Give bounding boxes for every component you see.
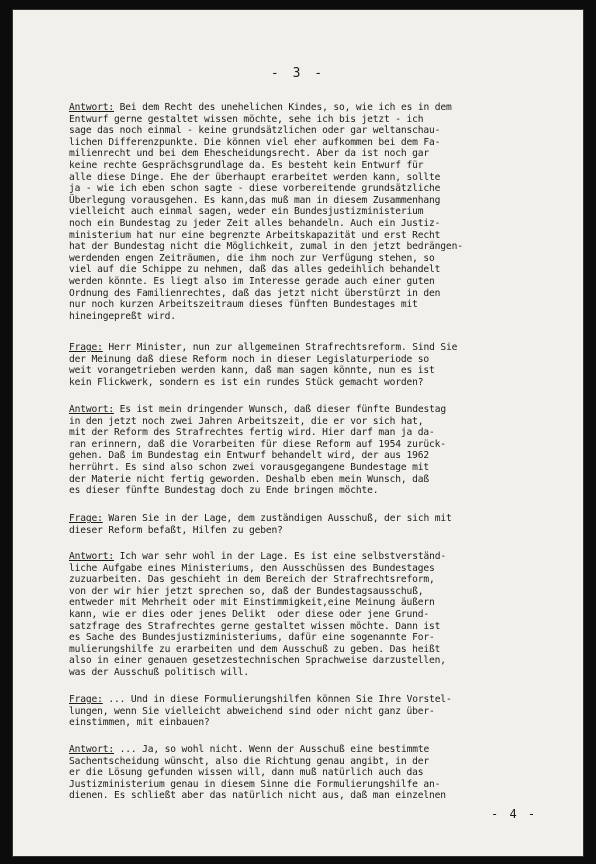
text-line — [69, 311, 569, 323]
text-line — [69, 513, 569, 525]
line-text: es Sache des Bundesjustizministeriums, dafür eine sogenannte For- — [69, 632, 435, 644]
speaker-label: Antwort: — [69, 551, 115, 562]
line-text: einstimmen, mit einbauen? — [69, 717, 210, 729]
question-block-1 — [69, 342, 569, 388]
text-line — [69, 264, 569, 276]
text-line — [69, 172, 569, 184]
text-line — [69, 354, 569, 366]
text-line — [69, 102, 569, 114]
line-text: mulierungshilfe zu erarbeiten und dem Ausschuß zu geben. Das heißt — [69, 643, 441, 655]
text-line — [69, 342, 569, 354]
line-text: Entwurf gerne gestaltet wissen möchte, sehe ich bis jetzt - ich — [69, 113, 424, 125]
text-line — [69, 288, 569, 300]
speaker-label: Antwort: — [69, 102, 115, 113]
line-text: satzfrage des Strafrechtes gerne gestaltet wissen möchte. Dann ist — [69, 620, 441, 632]
line-text: der Meinung daß diese Reform noch in dieser Legislaturperiode so — [69, 353, 430, 365]
question-block-2 — [69, 513, 569, 536]
text-line — [69, 416, 569, 428]
line-text: dieser Reform befaßt, Hilfen zu geben? — [69, 524, 283, 536]
text-line — [69, 114, 569, 126]
question-block-3 — [69, 694, 569, 729]
text-line — [69, 597, 569, 609]
text-line — [69, 474, 569, 486]
line-text: weit vorangetrieben werden kann, daß man sagen könnte, nun es ist — [69, 365, 435, 377]
text-line — [69, 485, 569, 497]
line-text: liche Aufgabe eines Ministeriums, den Ausschüssen des Bundestages — [69, 562, 435, 574]
text-line — [69, 609, 569, 621]
speaker-label: Frage: — [69, 513, 103, 524]
text-line — [69, 160, 569, 172]
text-line — [69, 230, 569, 242]
answer-block-1 — [69, 102, 569, 322]
text-line — [69, 241, 569, 253]
line-text: Justizministerium genau in diesem Sinne die Formulierungshilfe an- — [69, 778, 441, 790]
text-line — [69, 195, 569, 207]
line-text: ... Und in diese Formulierungshilfen können Sie Ihre Vorstel- — [102, 694, 452, 705]
continuation-marker: - 4 - — [491, 807, 538, 821]
text-line — [69, 439, 569, 451]
speaker-label: Antwort: — [69, 744, 115, 755]
line-text: ran erinnern, daß die Vorarbeiten für diese Reform auf 1954 zurück- — [69, 438, 446, 450]
line-text: lungen, wenn Sie vielleicht abweichend sind oder nicht ganz über- — [69, 705, 435, 717]
line-text: Herr Minister, nun zur allgemeinen Strafrechtsreform. Sind Sie — [102, 342, 458, 353]
line-text: ja - wie ich eben schon sagte - diese vorbereitende grundsätzliche — [69, 183, 441, 195]
speaker-label: Frage: — [69, 342, 103, 353]
text-line — [69, 525, 569, 537]
line-text: lichen Differenzpunkte. Die können viel eher aufkommen bei dem Fa- — [69, 136, 441, 148]
line-text: alle diese Dinge. Ehe der überhaupt erarbeitet werden kann, sollte — [69, 171, 441, 183]
line-text: Bei dem Recht des unehelichen Kindes, so, wie ich es in dem — [114, 102, 452, 113]
line-text: noch ein Bundestag zu jeder Zeit alles behandeln. Auch ein Justiz- — [69, 217, 441, 229]
answer-block-4 — [69, 744, 569, 802]
line-text: mit der Reform des Strafrechtes fertig wird. Hier darf man ja da- — [69, 427, 435, 439]
speaker-label: Antwort: — [69, 404, 115, 415]
line-text: ... Ja, so wohl nicht. Wenn der Ausschuß eine bestimmte — [114, 744, 430, 755]
speaker-label: Frage: — [69, 694, 103, 705]
text-line — [69, 276, 569, 288]
line-text: von der wir hier jetzt sprechen so, daß der Bundestagsausschuß, — [69, 585, 424, 597]
text-line — [69, 779, 569, 791]
line-text: gehen. Daß im Bundestag ein Entwurf behandelt wird, der aus 1962 — [69, 450, 430, 462]
text-line — [69, 183, 569, 195]
line-text: kein Flickwerk, sondern es ist ein rundes Stück gemacht worden? — [69, 376, 424, 388]
line-text: dienen. Es schließt aber das natürlich nicht aus, daß man einzelnen — [69, 790, 446, 802]
line-text: ministerium hat nur eine begrenzte Arbeitskapazität und erst Recht — [69, 229, 441, 241]
line-text: sage das noch einmal - keine grundsätzlichen oder gar weltanschau- — [69, 125, 441, 137]
text-line — [69, 218, 569, 230]
line-text: also in einer genauen gesetzestechnischen Sprachweise darzustellen, — [69, 655, 446, 667]
line-text: vielleicht auch einmal sagen, weder ein Bundesjustizministerium — [69, 206, 424, 218]
line-text: der Materie nicht fertig geworden. Deshalb eben mein Wunsch, daß — [69, 473, 430, 485]
text-line — [69, 563, 569, 575]
line-text: nur noch kurzen Arbeitszeitraum dieses fünften Bundestages mit — [69, 299, 418, 311]
text-line — [69, 706, 569, 718]
answer-block-2 — [69, 404, 569, 497]
line-text: es dieser fünfte Bundestag doch zu Ende bringen möchte. — [69, 485, 379, 497]
text-line — [69, 551, 569, 563]
text-line — [69, 148, 569, 160]
line-text: Ordnung des Familienrechtes, daß das jetzt nicht überstürzt in den — [69, 287, 441, 299]
text-line — [69, 377, 569, 389]
text-line — [69, 632, 569, 644]
text-line — [69, 427, 569, 439]
text-line — [69, 756, 569, 768]
text-line — [69, 586, 569, 598]
page-number: - 3 - — [270, 66, 326, 81]
text-line — [69, 694, 569, 706]
answer-block-3 — [69, 551, 569, 679]
text-line — [69, 299, 569, 311]
line-text: entweder mit Mehrheit oder mit Einstimmigkeit,eine Meinung äußern — [69, 597, 435, 609]
line-text: er die Lösung gefunden wissen will, dann muß natürlich auch das — [69, 767, 424, 779]
text-line — [69, 655, 569, 667]
line-text: keine rechte Gesprächsgrundlage da. Es besteht kein Entwurf für — [69, 159, 424, 171]
line-text: Ich war sehr wohl in der Lage. Es ist eine selbstverständ- — [114, 551, 446, 562]
text-line — [69, 450, 569, 462]
line-text: Sachentscheidung wünscht, also die Richtung genau angibt, in der — [69, 755, 430, 767]
line-text: hineingepreßt wird. — [69, 310, 176, 322]
line-text: Es ist mein dringender Wunsch, daß dieser fünfte Bundestag — [114, 404, 446, 415]
line-text: zuzuarbeiten. Das geschieht in dem Bereich der Strafrechtsreform, — [69, 574, 435, 586]
text-line — [69, 404, 569, 416]
line-text: hat der Bundestag nicht die Möglichkeit, zumal in den jetzt bedrängen- — [69, 241, 463, 253]
line-text: Überlegung vorausgehen. Es kann,das muß man in diesem Zusammenhang — [69, 194, 441, 206]
text-line — [69, 767, 569, 779]
document-page — [13, 10, 583, 856]
text-line — [69, 744, 569, 756]
text-line — [69, 137, 569, 149]
text-line — [69, 253, 569, 265]
text-line — [69, 365, 569, 377]
line-text: Waren Sie in der Lage, dem zuständigen Ausschuß, der sich mit — [102, 513, 452, 524]
text-line — [69, 206, 569, 218]
text-line — [69, 574, 569, 586]
text-line — [69, 125, 569, 137]
line-text: werdenden engen Zeiträumen, die ihm noch zur Verfügung stehen, so — [69, 252, 435, 264]
text-line — [69, 644, 569, 656]
text-line — [69, 462, 569, 474]
text-line — [69, 717, 569, 729]
line-text: was der Ausschuß politisch will. — [69, 666, 250, 678]
text-line — [69, 621, 569, 633]
line-text: herrührt. Es sind also schon zwei vorausgegangene Bundestage mit — [69, 461, 430, 473]
text-line — [69, 667, 569, 679]
line-text: werden könnte. Es liegt also im Interesse gerade auch einer guten — [69, 275, 435, 287]
line-text: viel auf die Schippe zu nehmen, daß das alles gedeihlich behandelt — [69, 264, 441, 276]
line-text: in den jetzt noch zwei Jahren Arbeitszeit, die er vor sich hat, — [69, 415, 424, 427]
text-line — [69, 790, 569, 802]
line-text: milienrecht und bei dem Ehescheidungsrecht. Aber da ist noch gar — [69, 148, 430, 160]
line-text: kann, wie er dies oder jenes Delikt oder diese oder jene Grund- — [69, 608, 430, 620]
